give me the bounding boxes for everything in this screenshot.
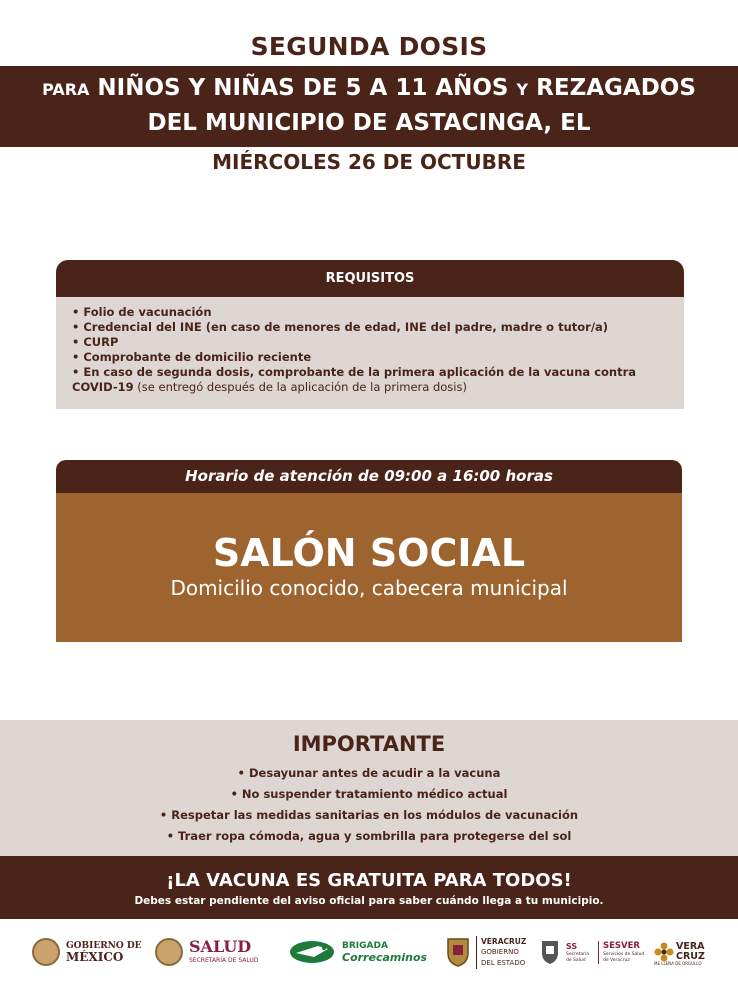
logo-sesver-line2: Servicios de Salud de Veracruz <box>603 951 645 963</box>
covid-label: COVID-19 <box>72 380 134 394</box>
municipality-line: DEL MUNICIPIO DE ASTACINGA, EL <box>147 110 591 136</box>
logo-veracruz-line3: DEL ESTADO <box>481 958 526 967</box>
requirement-item: • Folio de vacunación <box>72 305 212 319</box>
page-title: SEGUNDA DOSIS <box>250 32 488 61</box>
veracruz-gobierno-logo <box>446 930 526 974</box>
logo-ss-line1: SS <box>566 941 578 951</box>
logo-brigada-line2: Correcaminos <box>342 951 428 964</box>
band-small-para: PARA <box>42 80 90 99</box>
important-item: • Traer ropa cómoda, agua y sombrilla para protegerse del sol <box>166 829 572 843</box>
veracruz-orgullo-logo <box>654 930 705 974</box>
band-rezagados: REZAGADOS <box>536 75 696 101</box>
venue-address: Domicilio conocido, cabecera municipal <box>170 576 568 600</box>
important-item: • Respetar las medidas sanitarias en los módulos de vacunación <box>159 808 579 822</box>
audience-line-1 <box>0 75 738 101</box>
logo-sesver-line1: SESVER <box>603 940 640 951</box>
logo-veracruz-line2: GOBIERNO <box>481 947 519 956</box>
requirement-item: • Comprobante de domicilio reciente <box>72 350 312 364</box>
logo-gobierno-line2: MÉXICO <box>66 950 124 964</box>
free-vaccine-banner <box>0 856 738 919</box>
logo-brigada-line1: BRIGADA <box>342 941 388 951</box>
band-small-y: Y <box>516 80 529 99</box>
logo-salud-line1: SALUD <box>189 936 252 956</box>
requirement-item: • Credencial del INE (en caso de menores de edad, INE del padre, madre o tutor/a) <box>72 320 609 334</box>
salud-logo <box>155 930 258 974</box>
roadrunner-icon <box>288 937 336 967</box>
requirement-item: • En caso de segunda dosis, comprobante de la primera aplicación de la vacuna contra <box>72 365 637 379</box>
important-section <box>0 720 738 856</box>
free-vaccine-note: Debes estar pendiente del aviso oficial para saber cuándo llega a tu municipio. <box>134 895 604 907</box>
ss-shield-icon <box>540 939 560 965</box>
audience-band <box>0 66 738 147</box>
event-date: MIÉRCOLES 26 DE OCTUBRE <box>212 150 526 174</box>
logo-gobierno-line1: GOBIERNO DE <box>66 941 142 951</box>
veracruz-flower-icon <box>654 942 674 962</box>
logo-strip <box>0 930 738 974</box>
band-audience: NIÑOS Y NIÑAS DE 5 A 11 AÑOS <box>97 75 509 101</box>
important-item: • Desayunar antes de acudir a la vacuna <box>237 766 501 780</box>
logo-vera-line1: VERA <box>676 941 705 952</box>
veracruz-shield-icon <box>446 937 470 967</box>
requirements-heading: REQUISITOS <box>56 260 684 297</box>
mexico-seal-icon <box>32 938 60 966</box>
requirement-item-continuation <box>72 380 668 395</box>
salud-seal-icon <box>155 938 183 966</box>
ss-sesver-logo <box>540 930 646 974</box>
logo-veracruz-line1: VERACRUZ <box>481 936 527 946</box>
requirements-list <box>56 297 684 409</box>
venue-card <box>56 493 682 642</box>
gobierno-mexico-logo <box>32 930 142 974</box>
free-vaccine-title: ¡LA VACUNA ES GRATUITA PARA TODOS! <box>166 870 572 891</box>
logo-salud-line2: SECRETARÍA DE SALUD <box>189 956 259 964</box>
venue-name: SALÓN SOCIAL <box>212 531 526 575</box>
hours-heading: Horario de atención de 09:00 a 16:00 horas <box>56 460 682 493</box>
brigada-correcaminos-logo <box>288 930 427 974</box>
logo-vera-line3: ME LLENA DE ORGULLO <box>654 961 702 966</box>
requirement-item: • CURP <box>72 335 119 349</box>
covid-note: (se entregó después de la aplicación de la primera dosis) <box>133 380 467 394</box>
important-title: IMPORTANTE <box>292 732 446 756</box>
important-item: • No suspender tratamiento médico actual <box>230 787 508 801</box>
logo-ss-line2: Secretaría de Salud <box>566 951 589 963</box>
logo-vera-line2: CRUZ <box>676 951 705 962</box>
